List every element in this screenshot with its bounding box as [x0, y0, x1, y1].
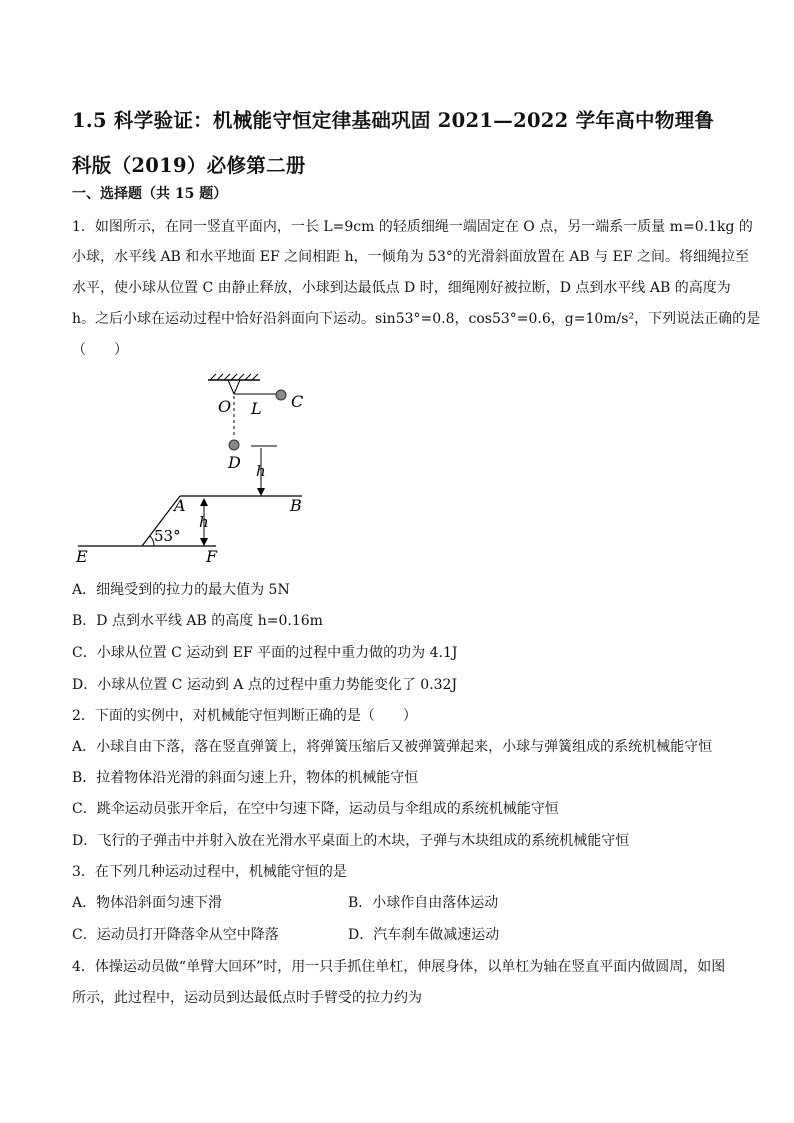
label-f: F	[206, 547, 218, 566]
q1-stem-line-4: h。之后小球在运动过程中恰好沿斜面向下运动。sin53°=0.8，cos53°=0.6，g=10m/s²，下列说法正确的是	[72, 311, 761, 327]
label-b: B	[290, 496, 302, 515]
pivot-right	[234, 380, 240, 394]
title-line-2: 科版（2019）必修第二册	[72, 154, 306, 177]
q3-option-b: B．小球作自由落体运动	[348, 895, 499, 911]
label-l: L	[251, 399, 262, 418]
bottom-h-arrow-up	[200, 498, 208, 506]
bottom-h-arrow-down	[200, 538, 208, 546]
q3-option-c: C．运动员打开降落伞从空中降落	[72, 927, 279, 943]
ball-at-d	[229, 440, 239, 450]
label-a: A	[174, 496, 186, 515]
q4-stem-line-1: 4．体操运动员做“单臂大回环”时，用一只手抓住单杠，伸展身体，以单杠为轴在竖直平面内做圆周，如图	[72, 959, 726, 975]
q1-stem-line-1: 1．如图所示，在同一竖直平面内，一长 L=9cm 的轻质细绳一端固定在 O 点，另一端系一质量 m=0.1kg 的	[72, 219, 753, 235]
q2-option-d: D．飞行的子弹击中并射入放在光滑水平桌面上的木块，子弹与木块组成的系统机械能守恒	[72, 833, 630, 849]
label-h-bottom: h	[199, 513, 209, 531]
q1-option-c: C．小球从位置 C 运动到 EF 平面的过程中重力做的功为 4.1J	[72, 645, 458, 661]
q3-stem: 3．在下列几种运动过程中，机械能守恒的是	[72, 864, 347, 880]
pivot-left	[228, 380, 234, 394]
q1-option-b: B．D 点到水平线 AB 的高度 h=0.16m	[72, 613, 323, 629]
ceiling-hatch	[210, 374, 258, 380]
q1-option-d: D．小球从位置 C 运动到 A 点的过程中重力势能变化了 0.32J	[72, 677, 458, 693]
page-title	[72, 98, 722, 188]
title-line-1: 1.5 科学验证：机械能守恒定律基础巩固 2021—2022 学年高中物理鲁	[72, 109, 715, 132]
q1-stem-line-2: 小球，水平线 AB 和水平地面 EF 之间相距 h，一倾角为 53°的光滑斜面放置在 AB 与 EF 之间。将细绳拉至	[72, 249, 749, 265]
ball-at-c	[276, 390, 286, 400]
q1-answer-bracket: （ ）	[72, 342, 128, 358]
q1-option-a: A．细绳受到的拉力的最大值为 5N	[72, 582, 290, 598]
q1-figure	[70, 372, 330, 572]
q2-option-c: C．跳伞运动员张开伞后，在空中匀速下降，运动员与伞组成的系统机械能守恒	[72, 801, 559, 817]
q4-stem-line-2: 所示，此过程中，运动员到达最低点时手臂受的拉力约为	[72, 990, 422, 1006]
label-angle: 53°	[154, 527, 181, 545]
label-d: D	[228, 453, 241, 472]
top-h-arrow-head	[257, 488, 265, 496]
q2-option-a: A．小球自由下落，落在竖直弹簧上，将弹簧压缩后又被弹簧弹起来，小球与弹簧组成的系统机械能守恒	[72, 739, 713, 755]
label-e: E	[76, 547, 88, 566]
label-o: O	[218, 397, 232, 416]
q2-option-b: B．拉着物体沿光滑的斜面匀速上升，物体的机械能守恒	[72, 770, 419, 786]
label-c: C	[291, 392, 304, 411]
q1-stem-line-3: 水平，使小球从位置 C 由静止释放，小球到达最低点 D 时，细绳刚好被拉断，D 点到水平线 AB 的高度为	[72, 280, 731, 296]
q2-stem: 2．下面的实例中，对机械能守恒判断正确的是（ ）	[72, 708, 417, 724]
label-h-top: h	[256, 462, 266, 480]
section-heading: 一、选择题（共 15 题）	[72, 186, 228, 202]
q3-option-d: D．汽车刹车做减速运动	[348, 927, 500, 943]
q3-option-a: A．物体沿斜面匀速下滑	[72, 895, 223, 911]
